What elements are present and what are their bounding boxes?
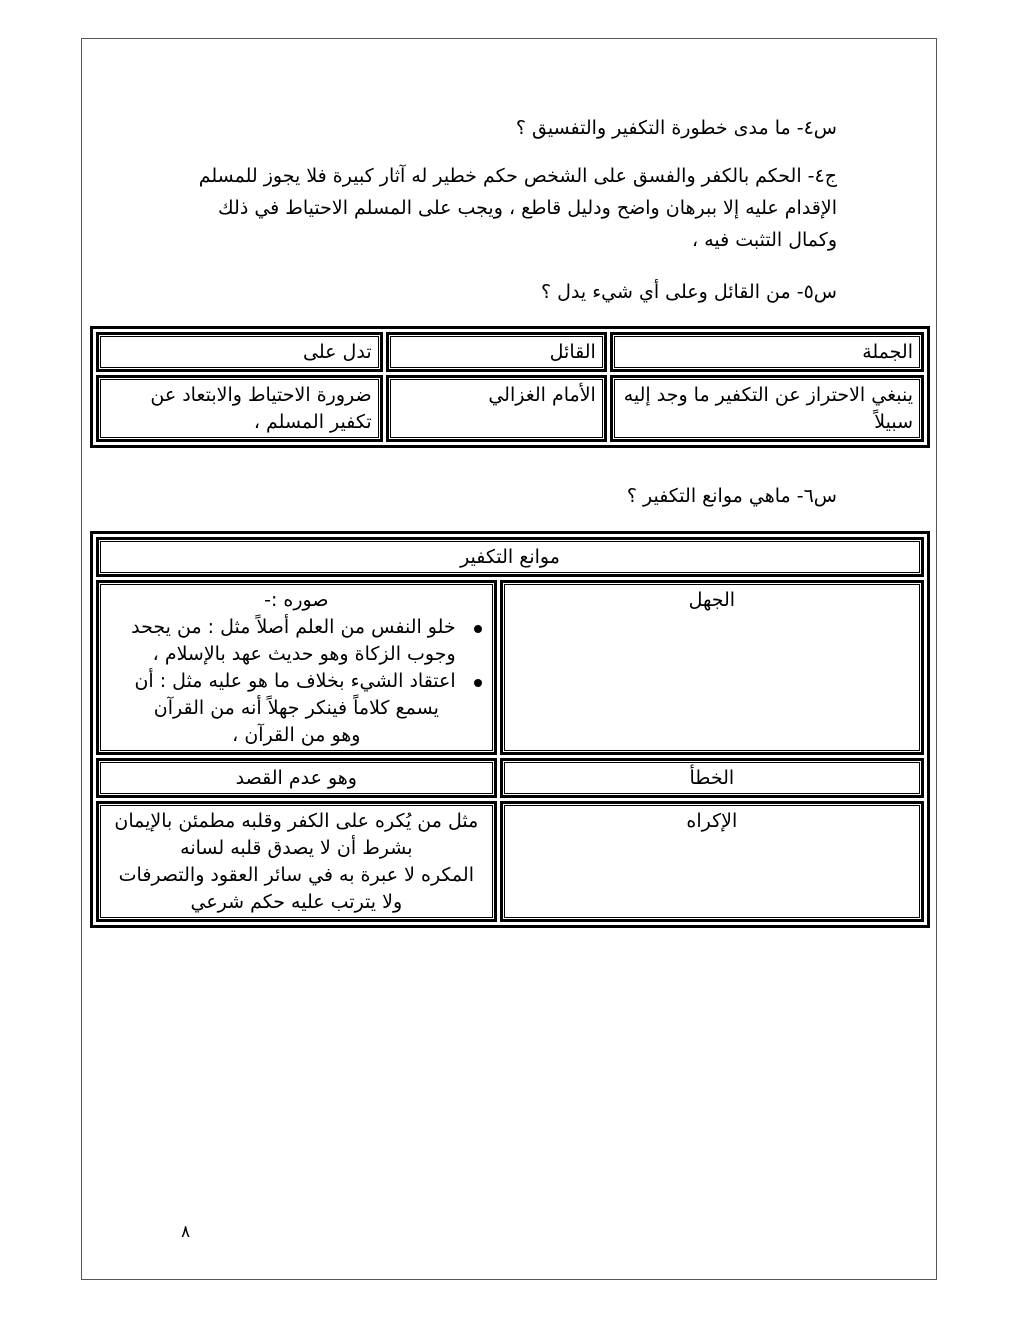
table-row (96, 580, 924, 755)
forms-label: صوره :- (264, 589, 329, 611)
header-indicates: تدل على (96, 332, 383, 372)
preventer-coercion: الإكراه (500, 801, 924, 922)
coercion-line-4: ولا يترتب عليه حكم شرعي (190, 891, 403, 913)
answer-4-line-2: الإقدام عليه إلا ببرهان واضح ودليل قاطع ، ويجب على المسلم الاحتياط في ذلك (218, 197, 837, 219)
cell-speaker: الأمام الغزالي (386, 375, 607, 442)
coercion-line-3: المكره لا عبرة به في سائر العقود والتصرفات (118, 864, 474, 886)
table-row (96, 758, 924, 798)
coercion-line-1: مثل من يُكره على الكفر وقلبه مطمئن بالإيمان (114, 810, 479, 832)
table-row (96, 375, 924, 442)
preventer-mistake: الخطأ (500, 758, 924, 798)
page-number: ٨ (181, 1222, 191, 1242)
preventers-table (90, 531, 930, 928)
bullet2-line-1: اعتقاد الشيء بخلاف ما هو عليه مثل : أن (134, 670, 456, 692)
preventers-title-row (96, 537, 924, 577)
list-item (107, 668, 456, 695)
bullet2-line-2: يسمع كلاماً فينكر جهلاً أنه من القرآن (153, 697, 439, 719)
ignorance-description (96, 580, 497, 755)
list-item: خلو النفس من العلم أصلاً مثل : من يجحد وجوب الزكاة وهو حديث عهد بالإسلام ، (107, 614, 456, 668)
mistake-description: وهو عدم القصد (96, 758, 497, 798)
ignorance-forms-list (107, 614, 486, 695)
answer-4-line-1: ج٤- الحكم بالكفر والفسق على الشخص حكم خطير له آثار كبيرة فلا يجوز للمسلم (198, 165, 837, 187)
header-sentence: الجملة (610, 332, 924, 372)
answer-4-line-3: وكمال التثبت فيه ، (692, 229, 837, 251)
quotes-table-header-row (96, 332, 924, 372)
table-row (96, 801, 924, 922)
coercion-line-2: بشرط أن لا يصدق قلبه لسانه (180, 837, 413, 859)
cell-sentence: ينبغي الاحتراز عن التكفير ما وجد إليه سبيلاً (610, 375, 924, 442)
question-5: س٥- من القائل وعلى أي شيء يدل ؟ (541, 281, 837, 303)
question-4: س٤- ما مدى خطورة التكفير والتفسيق ؟ (515, 117, 837, 139)
quotes-table (90, 326, 930, 448)
coercion-description (96, 801, 497, 922)
preventer-ignorance: الجهل (500, 580, 924, 755)
cell-indicates: ضرورة الاحتياط والابتعاد عن تكفير المسلم ، (96, 375, 383, 442)
preventers-title: موانع التكفير (96, 537, 924, 577)
header-speaker: القائل (386, 332, 607, 372)
answer-4 (177, 160, 837, 256)
bullet2-line-3: وهو من القرآن ، (232, 724, 361, 746)
question-6: س٦- ماهي موانع التكفير ؟ (626, 485, 837, 507)
